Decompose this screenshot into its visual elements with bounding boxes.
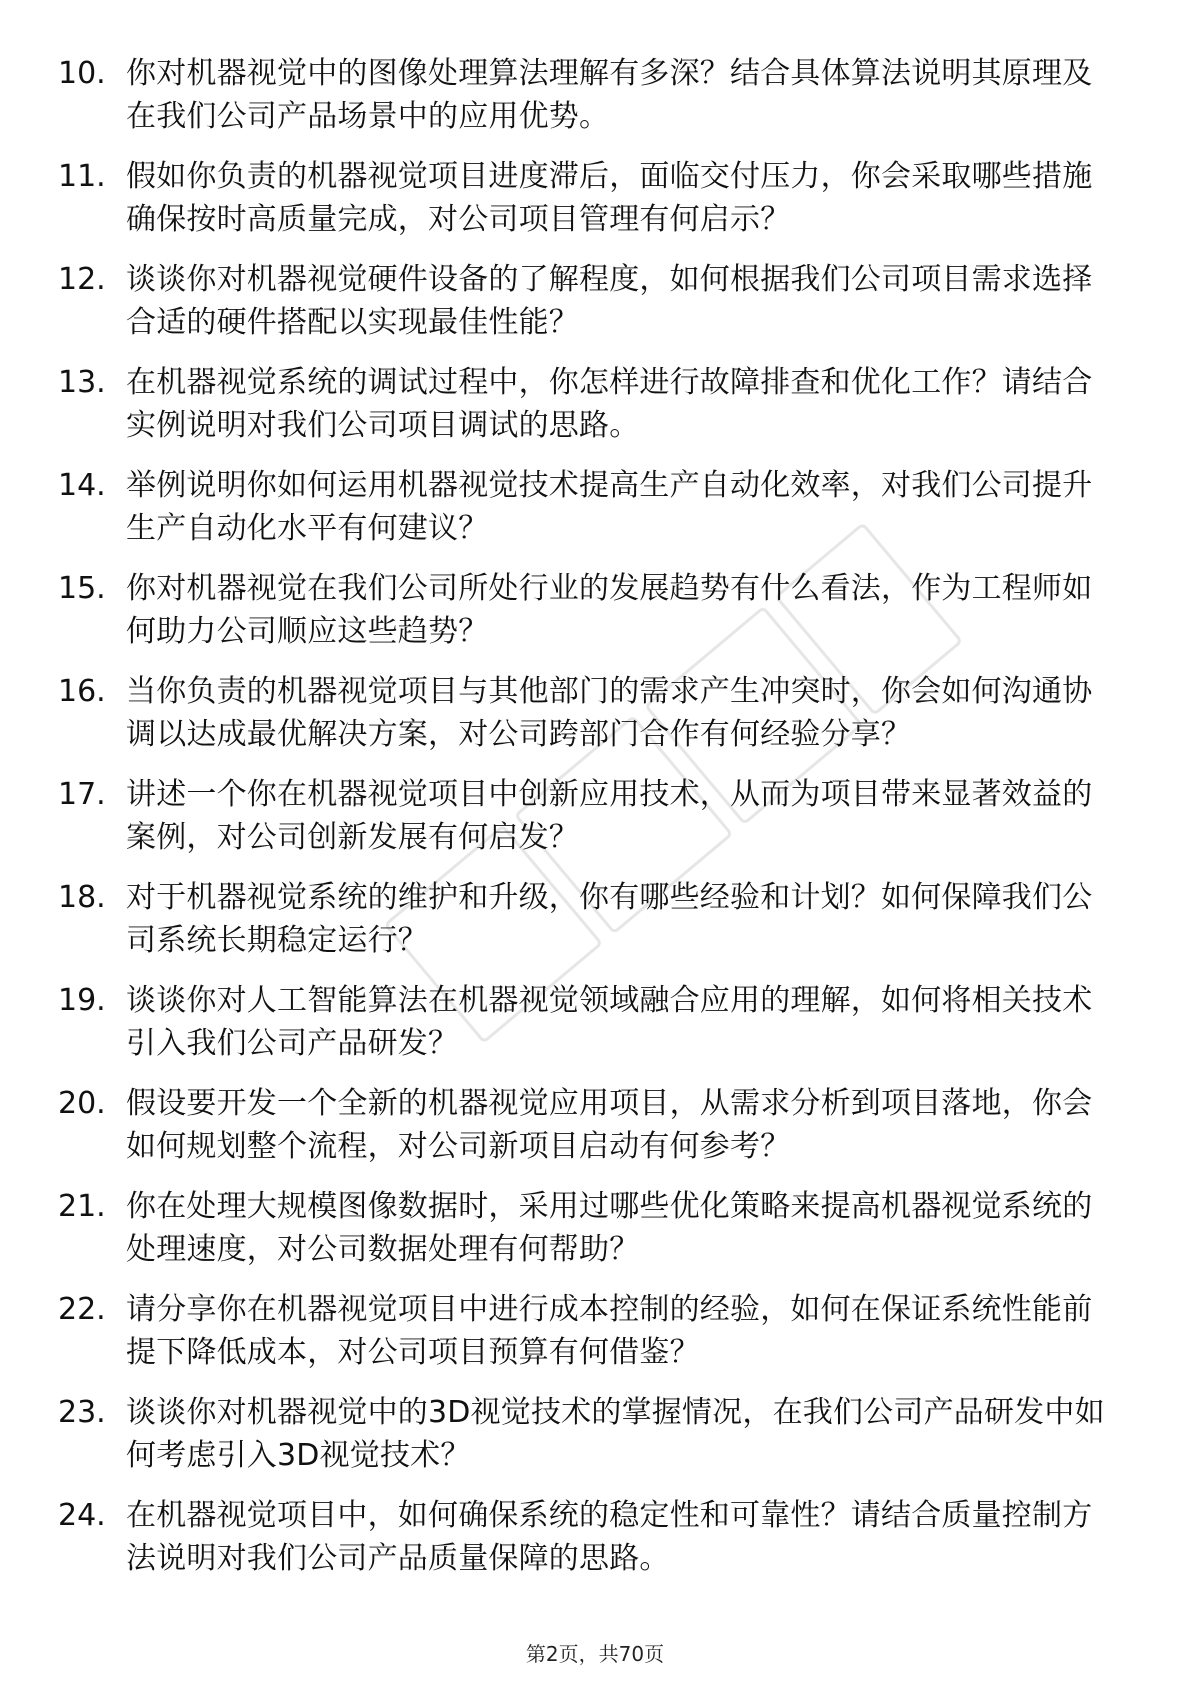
question-item	[58, 1082, 1118, 1168]
question-item	[58, 670, 1118, 756]
question-number: 20.	[58, 1086, 106, 1121]
question-item	[58, 876, 1118, 962]
question-item	[58, 52, 1118, 138]
question-number: 23.	[58, 1395, 106, 1430]
question-item	[58, 1391, 1118, 1477]
question-item	[58, 979, 1118, 1065]
question-item	[58, 464, 1118, 550]
question-item	[58, 361, 1118, 447]
question-number: 18.	[58, 880, 106, 915]
question-item	[58, 1185, 1118, 1271]
question-number: 12.	[58, 262, 106, 297]
question-number: 11.	[58, 159, 106, 194]
question-item	[58, 155, 1118, 241]
question-text: 假如你负责的机器视觉项目进度滞后，面临交付压力，你会采取哪些措施确保按时高质量完成，对公司项目管理有何启示？	[126, 159, 1093, 237]
question-text: 请分享你在机器视觉项目中进行成本控制的经验，如何在保证系统性能前提下降低成本，对公司项目预算有何借鉴？	[126, 1292, 1093, 1370]
question-text: 你对机器视觉在我们公司所处行业的发展趋势有什么看法，作为工程师如何助力公司顺应这些趋势？	[126, 571, 1093, 649]
question-text: 当你负责的机器视觉项目与其他部门的需求产生冲突时，你会如何沟通协调以达成最优解决方案，对公司跨部门合作有何经验分享？	[126, 674, 1093, 752]
question-text: 假设要开发一个全新的机器视觉应用项目，从需求分析到项目落地，你会如何规划整个流程，对公司新项目启动有何参考？	[126, 1086, 1093, 1164]
question-text: 对于机器视觉系统的维护和升级，你有哪些经验和计划？如何保障我们公司系统长期稳定运行？	[126, 880, 1093, 958]
question-list	[58, 52, 1118, 1597]
question-number: 15.	[58, 571, 106, 606]
page-footer	[0, 1640, 1190, 1668]
question-number: 13.	[58, 365, 106, 400]
question-item	[58, 1494, 1118, 1580]
question-number: 22.	[58, 1292, 106, 1327]
question-text: 你在处理大规模图像数据时，采用过哪些优化策略来提高机器视觉系统的处理速度，对公司数据处理有何帮助？	[126, 1189, 1093, 1267]
question-text: 举例说明你如何运用机器视觉技术提高生产自动化效率，对我们公司提升生产自动化水平有何建议？	[126, 468, 1093, 546]
question-number: 14.	[58, 468, 106, 503]
page-number-label: 第2页，共70页	[525, 1642, 665, 1666]
question-number: 24.	[58, 1498, 106, 1533]
question-text: 谈谈你对机器视觉中的3D视觉技术的掌握情况，在我们公司产品研发中如何考虑引入3D视觉技术？	[126, 1395, 1105, 1473]
question-number: 16.	[58, 674, 106, 709]
question-number: 17.	[58, 777, 106, 812]
question-number: 10.	[58, 56, 106, 91]
question-text: 你对机器视觉中的图像处理算法理解有多深？结合具体算法说明其原理及在我们公司产品场景中的应用优势。	[126, 56, 1093, 134]
question-text: 讲述一个你在机器视觉项目中创新应用技术，从而为项目带来显著效益的案例，对公司创新发展有何启发？	[126, 777, 1093, 855]
question-number: 21.	[58, 1189, 106, 1224]
question-text: 在机器视觉系统的调试过程中，你怎样进行故障排查和优化工作？请结合实例说明对我们公司项目调试的思路。	[126, 365, 1093, 443]
question-item	[58, 1288, 1118, 1374]
question-item	[58, 567, 1118, 653]
question-item	[58, 773, 1118, 859]
question-text: 谈谈你对机器视觉硬件设备的了解程度，如何根据我们公司项目需求选择合适的硬件搭配以实现最佳性能？	[126, 262, 1093, 340]
question-item	[58, 258, 1118, 344]
question-text: 谈谈你对人工智能算法在机器视觉领域融合应用的理解，如何将相关技术引入我们公司产品研发？	[126, 983, 1093, 1061]
question-number: 19.	[58, 983, 106, 1018]
question-text: 在机器视觉项目中，如何确保系统的稳定性和可靠性？请结合质量控制方法说明对我们公司产品质量保障的思路。	[126, 1498, 1093, 1576]
